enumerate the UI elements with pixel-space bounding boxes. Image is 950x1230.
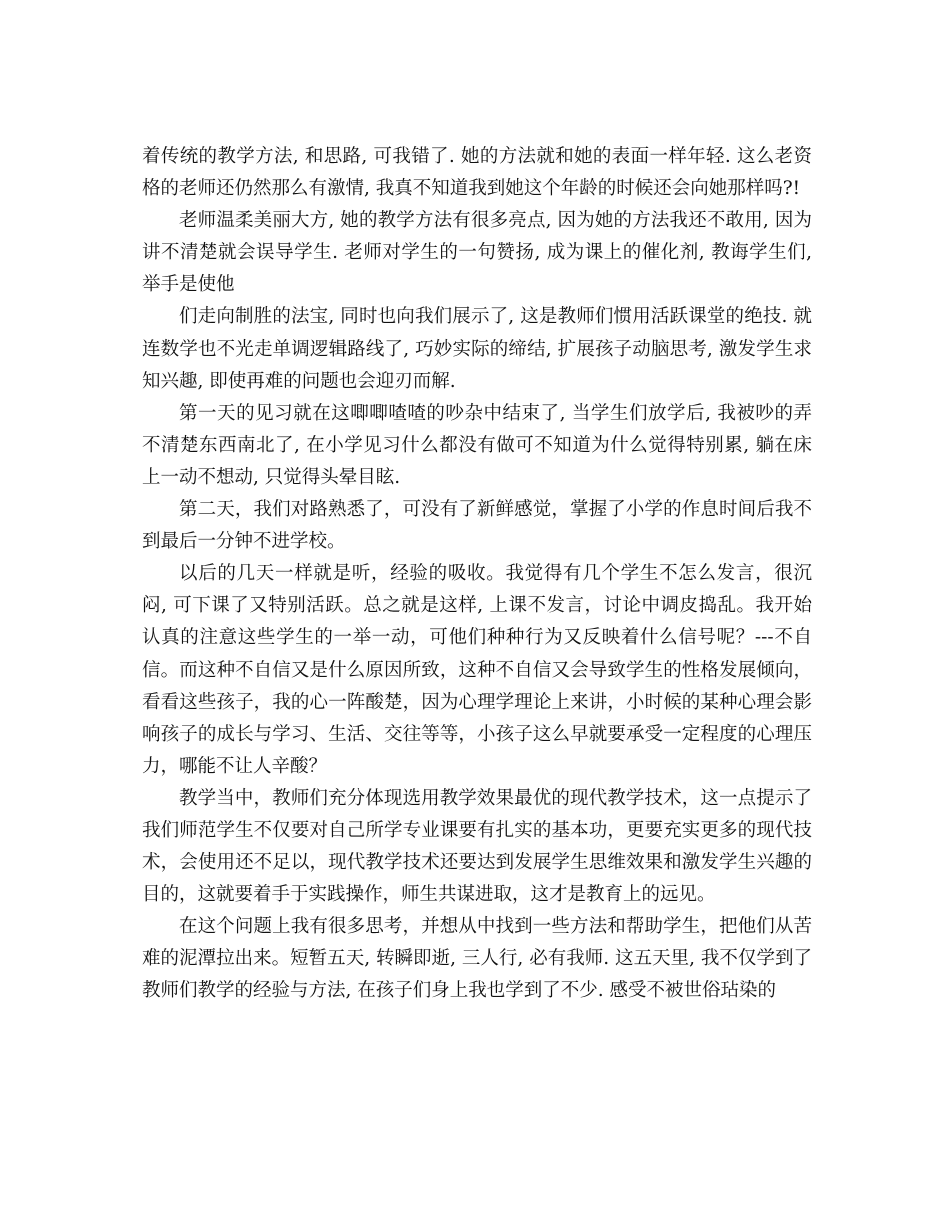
paragraph-4: 第一天的见习就在这唧唧喳喳的吵杂中结束了, 当学生们放学后, 我被吵的弄不清楚东西南北了, 在小学见习什么都没有做可不知道为什么觉得特别累, 躺在床上一动不想动, 只觉得头晕目眩. (142, 402, 812, 488)
paragraph-1: 着传统的教学方法, 和思路, 可我错了. 她的方法就和她的表面一样年轻. 这么老资格的老师还仍然那么有激情, 我真不知道我到她这个年龄的时候还会向她那样吗?! (142, 146, 812, 200)
paragraph-5: 第二天，我们对路熟悉了，可没有了新鲜感觉，掌握了小学的作息时间后我不到最后一分钟不进学校。 (142, 499, 812, 553)
paragraph-2: 老师温柔美丽大方, 她的教学方法有很多亮点, 因为她的方法我还不敢用, 因为讲不清楚就会误导学生. 老师对学生的一句赞扬, 成为课上的催化剂, 教诲学生们, 举手是使他 (142, 210, 812, 296)
paragraph-3: 们走向制胜的法宝, 同时也向我们展示了, 这是教师们惯用活跃课堂的绝技. 就连数学也不光走单调逻辑路线了, 巧妙实际的缔结, 扩展孩子动脑思考, 激发学生求知兴趣, 即使再难的问题也会迎刃而解. (142, 306, 812, 392)
paragraph-8: 在这个问题上我有很多思考，并想从中找到一些方法和帮助学生，把他们从苦难的泥潭拉出来。短暂五天, 转瞬即逝, 三人行, 必有我师. 这五天里, 我不仅学到了教师们教学的经验与方法, 在孩子们身上我也学到了不少. 感受不被世俗玷染的 (142, 916, 812, 1002)
paragraph-7: 教学当中，教师们充分体现选用教学效果最优的现代教学技术，这一点提示了我们师范学生不仅要对自己所学专业课要有扎实的基本功，更要充实更多的现代技术，会使用还不足以，现代教学技术还要达到发展学生思维效果和激发学生兴趣的目的，这就要着手于实践操作，师生共谋进取，这才是教育上的远见。 (142, 787, 812, 906)
paragraph-6: 以后的几天一样就是听，经验的吸收。我觉得有几个学生不怎么发言，很沉闷, 可下课了又特别活跃。总之就是这样, 上课不发言，讨论中调皮捣乱。我开始认真的注意这些学生的一举一动，可他们种种行为又反映着什么信号呢？---不自信。而这种不自信又是什么原因所致，这种不自信又会导致学生的性格发展倾向，看看这些孩子，我的心一阵酸楚，因为心理学理论上来讲，小时候的某种心理会影响孩子的成长与学习、生活、交往等等，小孩子这么早就要承受一定程度的心理压力，哪能不让人辛酸？ (142, 563, 812, 777)
document-body (142, 141, 812, 1008)
